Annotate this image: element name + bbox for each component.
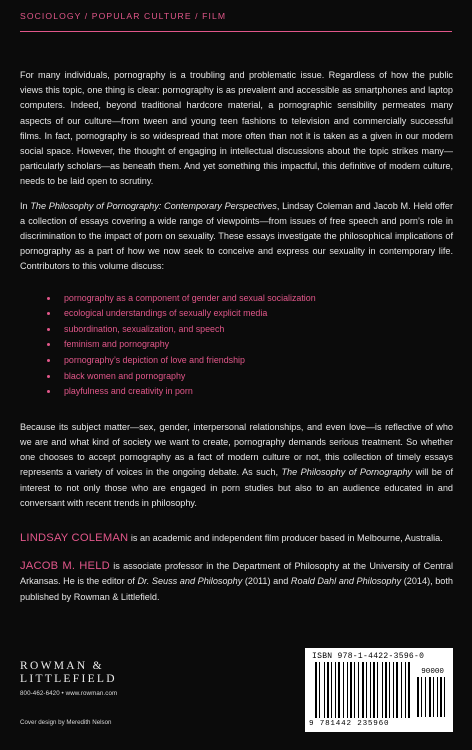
list-item	[47, 306, 453, 322]
bullet-icon	[47, 343, 50, 346]
topic-text: pornography as a component of gender and sexual socialization	[64, 292, 316, 303]
author-name: LINDSAY COLEMAN	[20, 532, 129, 545]
publisher-contact: 800-462-6420 • www.rowman.com	[20, 690, 118, 698]
bullet-icon	[47, 375, 50, 378]
work-title: Roald Dahl and Philosophy	[290, 576, 402, 587]
bullet-icon	[47, 297, 50, 300]
publisher-name-line1: ROWMAN &	[20, 660, 104, 672]
publisher-logo	[20, 660, 117, 685]
bullet-icon	[47, 390, 50, 393]
closing-text-b: will be of interest to not only those who are engaged in porn studies but also to an audience educated in and conversant with recent trends in philosophy.	[20, 467, 453, 508]
closing-book-title: The Philosophy of Pornography	[281, 467, 413, 478]
work-title: Dr. Seuss and Philosophy	[137, 576, 243, 587]
list-item	[47, 384, 453, 400]
bullet-icon	[47, 312, 50, 315]
category-label: SOCIOLOGY / POPULAR CULTURE / FILM	[20, 11, 227, 21]
list-item	[47, 353, 453, 369]
closing-paragraph	[20, 420, 453, 511]
barcode-digits: 9 781442 235960	[309, 720, 390, 728]
topic-text: black women and pornography	[64, 370, 186, 381]
publisher-block	[20, 660, 117, 697]
description-paragraph	[20, 199, 453, 275]
cover-design-credit: Cover design by Meredith Nelson	[20, 719, 112, 726]
barcode-icon	[315, 662, 411, 720]
topic-text: ecological understandings of sexually explicit media	[64, 308, 268, 319]
author-name: JACOB M. HELD	[20, 560, 110, 573]
author-bio-held	[20, 559, 453, 605]
topic-text: subordination, sexualization, and speech	[64, 323, 225, 334]
price-code: 90000	[421, 668, 444, 676]
list-item	[47, 322, 453, 338]
topic-list	[47, 291, 453, 400]
list-item	[47, 291, 453, 307]
author-bio-c: (2014), both published by Rowman & Littlefield.	[20, 576, 453, 602]
author-bio-b: (2011) and	[242, 576, 291, 587]
topic-text: feminism and pornography	[64, 339, 170, 350]
closing-text-a: Because its subject matter—sex, gender, interpersonal relationships, and even love—is reflective of who we are and what kind of society we want to create, pornography demands serious treatment. So whether one chooses to accept pornography as a fact of modern culture or not, this collection of timely essays represents a variety of voices in the ongoing debate. As such,	[20, 421, 453, 478]
topic-text: playfulness and creativity in porn	[64, 386, 193, 397]
author-bio-a: is associate professor in the Department of Philosophy at the University of Central Arkansas. He is the editor of	[20, 561, 453, 587]
list-item	[47, 369, 453, 385]
isbn-number: ISBN 978-1-4422-3596-0	[312, 652, 425, 661]
author-bio: is an academic and independent film producer based in Melbourne, Australia.	[128, 533, 443, 544]
intro-paragraph: For many individuals, pornography is a troubling and problematic issue. Regardless of how the public views this topic, one thing is clear: pornography is as prevalent and accessible as smartphones and laptop computers. Indeed, beyond traditional hardcore material, a pornographic sensibility permeates many aspects of our culture—from tween and young teen fashions to television and commercially successful films. In fact, pornography is so widespread that more often than not it is taken as a given in our modern social space. However, the thought of engaging in intellectual discussions about the topic strikes many—particularly scholars—as beneath them. And yet something this impactful, this definitive of modern culture, needs to be laid open to scrutiny.	[20, 70, 453, 187]
bullet-icon	[47, 359, 50, 362]
header-rule	[20, 31, 452, 32]
addon-barcode-icon	[417, 677, 447, 719]
bullet-icon	[47, 328, 50, 331]
back-cover-copy	[20, 68, 453, 605]
description-text: , Lindsay Coleman and Jacob M. Held offer a collection of essays covering a wide range of viewpoints—from issues of free speech and porn’s role in discrimination to the impact of porn on sexuality. These essays investigate the philosophical implications of pornography as a part of how we now seek to conceive and express our sexuality in contemporary life. Contributors to this volume discuss:	[20, 200, 453, 272]
list-item	[47, 337, 453, 353]
author-bio-coleman	[20, 531, 453, 546]
book-title: The Philosophy of Pornography: Contemporary Perspectives	[30, 200, 277, 211]
description-prefix: In	[20, 200, 31, 211]
publisher-name-line2: LITTLEFIELD	[20, 672, 117, 685]
topic-text: pornography’s depiction of love and friendship	[64, 355, 245, 366]
barcode-box	[305, 648, 453, 732]
